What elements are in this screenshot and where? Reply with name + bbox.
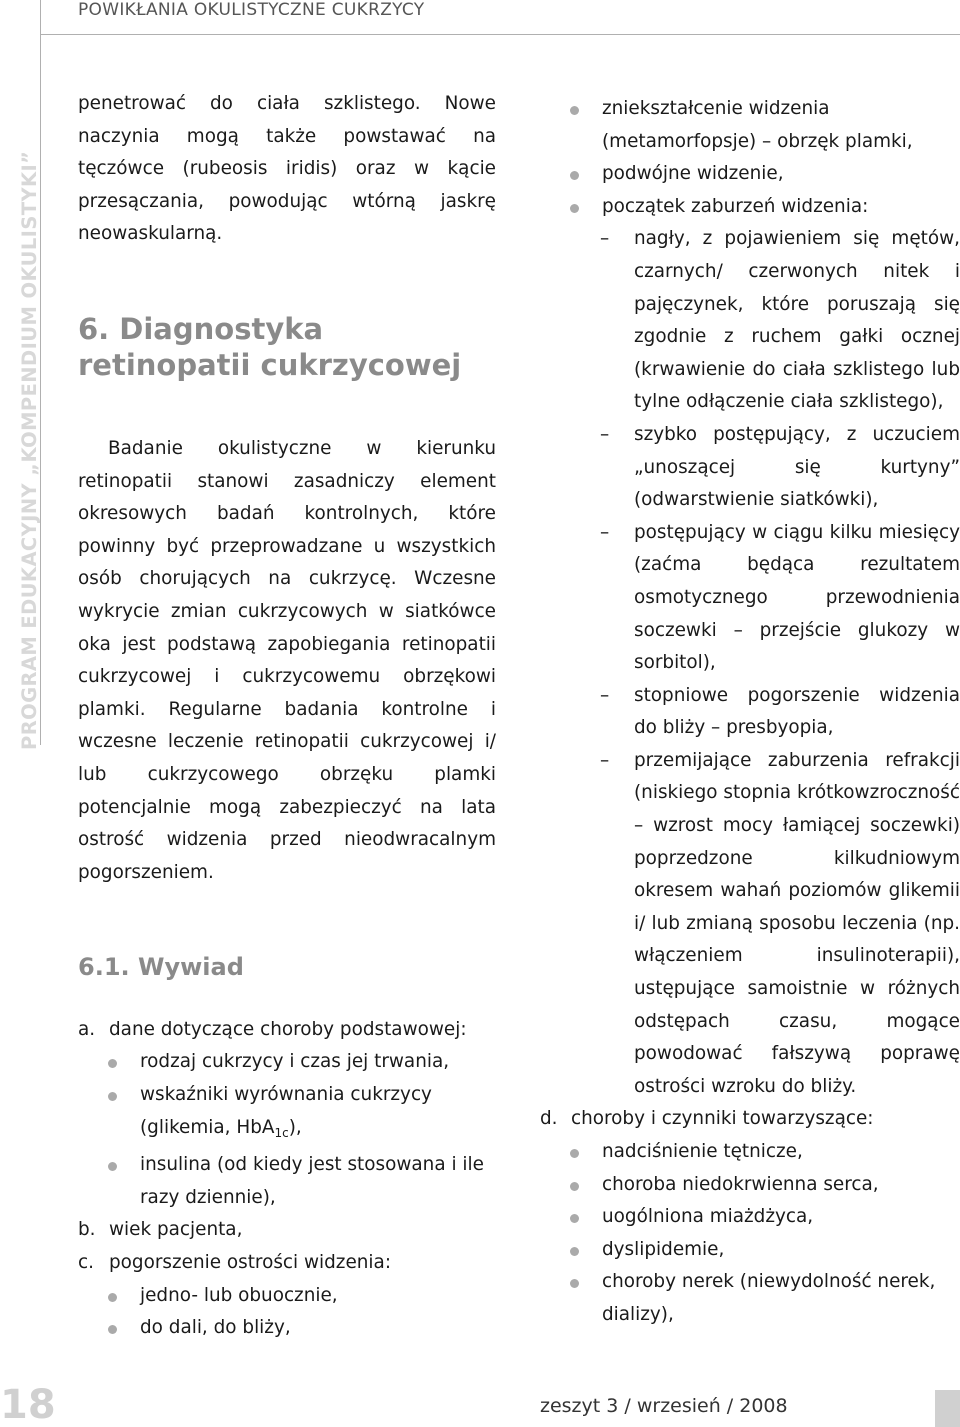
- list-item-c: [78, 1247, 496, 1280]
- dash-item: – postępujący w ciągu kilku miesięcy (zaćma będąca rezultatem osmotycznego przewodnienia soczewki – przejście glukozy w sorbitol),: [540, 517, 960, 680]
- corner-mark: [935, 1390, 960, 1427]
- list-text-a: dane dotyczące choroby podstawowej:: [109, 1018, 467, 1040]
- dash-item: – nagły, z pojawieniem się mętów, czarnych/ czerwonych nitek i pajęczynek, które poruszają się zgodnie z ruchem gałki ocznej (krwawienie do ciała szklistego lub tylne odłączenie ciała szklistego),: [540, 223, 960, 419]
- right-column: [540, 93, 960, 1332]
- issue-footer: zeszyt 3 / wrzesień / 2008: [540, 1395, 788, 1417]
- left-column: [78, 88, 496, 1345]
- list-bullet: jedno- lub obuocznie,: [78, 1280, 496, 1313]
- section-heading: 6. Diagnostyka retinopatii cukrzycowej: [78, 311, 462, 382]
- list-text-c: pogorszenie ostrości widzenia:: [109, 1252, 392, 1274]
- list-label-b: b.: [78, 1219, 96, 1241]
- list-bullet: do dali, do bliży,: [78, 1312, 496, 1345]
- hba-text: wskaźniki wyrównania cukrzycy (glikemia, HbA: [140, 1084, 432, 1138]
- list-label-d: d.: [540, 1108, 558, 1130]
- list-item-b: [78, 1214, 496, 1247]
- dash-item: – szybko postępujący, z uczuciem „unoszącej się kurtyny” (odwarstwienie siatkówki),: [540, 419, 960, 517]
- hba-suffix: ),: [288, 1116, 302, 1138]
- header-rule: [40, 34, 960, 35]
- list-bullet: dyslipidemie,: [540, 1234, 960, 1267]
- dash-item: – stopniowe pogorszenie widzenia do bliży – presbyopia,: [540, 680, 960, 745]
- running-header: POWIKŁANIA OKULISTYCZNE CUKRZYCY: [78, 0, 425, 20]
- list-bullet: choroby nerek (niewydolność nerek, dializy),: [540, 1266, 960, 1331]
- page-number: 18: [0, 1382, 56, 1427]
- dash-item: – przemijające zaburzenia refrakcji (niskiego stopnia krótkowzroczność – wzrost mocy łamiącej soczewki) poprzedzone kilkudniowym okresem wahań poziomów glikemii i/ lub zmianą sposobu leczenia (np. włączeniem insulinoterapii), ustępujące samoistnie w różnych odstępach czasu, mogące powodować fałszywą poprawę ostrości wzroku do bliży.: [540, 745, 960, 1104]
- list-label-c: c.: [78, 1252, 94, 1274]
- list-bullet: podwójne widzenie,: [540, 158, 960, 191]
- list-text-b: wiek pacjenta,: [109, 1219, 243, 1241]
- list-bullet: insulina (od kiedy jest stosowana i ile razy dziennie),: [78, 1149, 496, 1214]
- list-bullet: nadciśnienie tętnicze,: [540, 1136, 960, 1169]
- subsection-heading: 6.1. Wywiad: [78, 953, 244, 982]
- list-item-d: [540, 1103, 960, 1136]
- list-item-a: [78, 1014, 496, 1047]
- intro-paragraph: penetrować do ciała szklistego. Nowe naczynia mogą także powstawać na tęczówce (rubeosis iridis) oraz w kącie przesączania, powodując wtórną jaskrę neowaskularną.: [78, 93, 496, 245]
- list-bullet: rodzaj cukrzycy i czas jej trwania,: [78, 1046, 496, 1079]
- list-bullet: [78, 1079, 496, 1149]
- section-paragraph: Badanie okulistyczne w kierunku retinopatii stanowi zasadniczy element okresowych badań kontrolnych, które powinny być przeprowadzane u wszystkich osób chorujących na cukrzycę. Wczesne wykrycie zmian cukrzycowych w siatkówce oka jest podstawą zapobiegania retinopatii cukrzycowej i cukrzycowemu obrzękowi plamki. Regularne badania kontrolne i wczesne leczenie retinopatii cukrzycowej i/ lub cukrzycowego obrzęku plamki potencjalnie mogą zabezpieczyć na lata ostrość widzenia przed nieodwracalnym pogorszeniem.: [78, 437, 496, 883]
- hba-subscript: 1c: [274, 1125, 289, 1140]
- list-bullet: zniekształcenie widzenia (metamorfopsje) – obrzęk plamki,: [540, 93, 960, 158]
- list-text-d: choroby i czynniki towarzyszące:: [571, 1108, 874, 1130]
- list-label-a: a.: [78, 1018, 96, 1040]
- list-bullet: początek zaburzeń widzenia:: [540, 191, 960, 224]
- sidebar-vertical-text: PROGRAM EDUKACYJNY „KOMPENDIUM OKULISTYKI”: [18, 150, 41, 750]
- list-bullet: choroba niedokrwienna serca,: [540, 1169, 960, 1202]
- list-bullet: uogólniona miażdżyca,: [540, 1201, 960, 1234]
